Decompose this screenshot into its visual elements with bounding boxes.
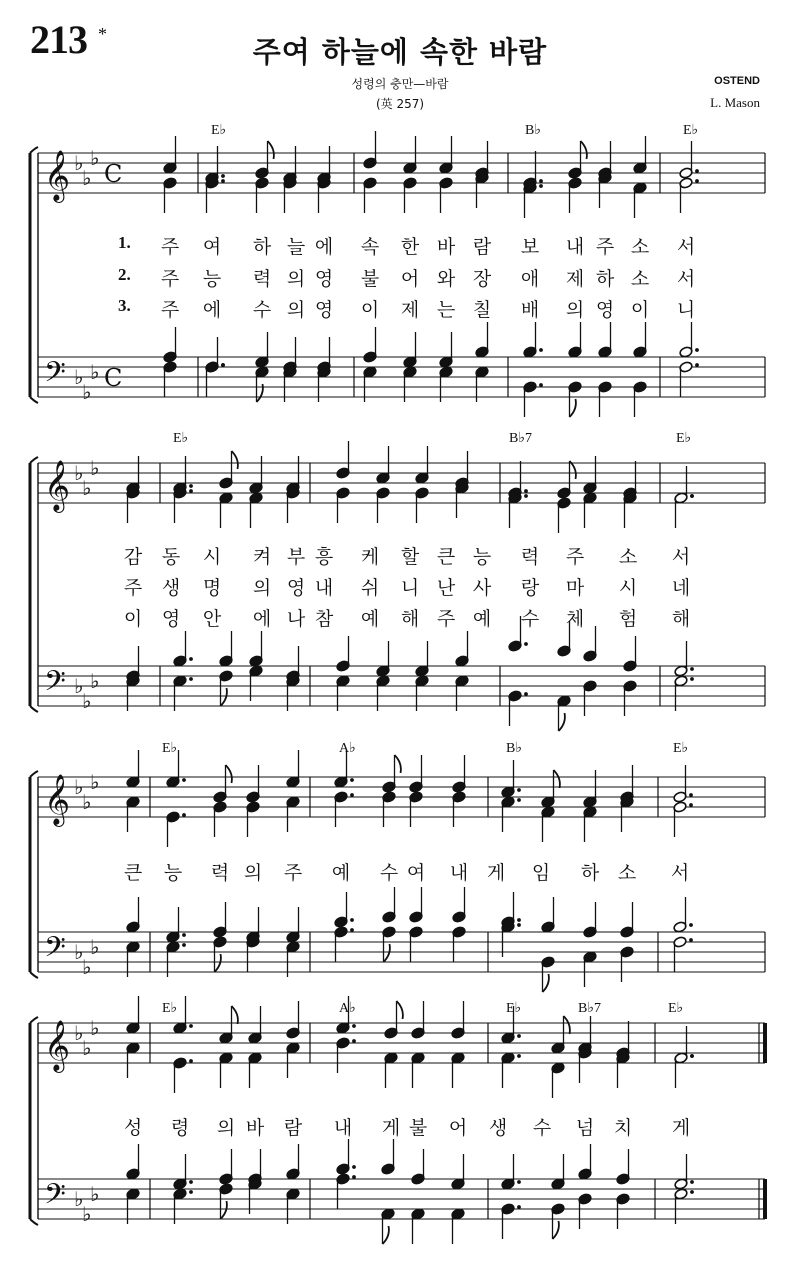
system-bracket <box>30 457 38 463</box>
lyric-syllable: 능 <box>472 546 492 568</box>
lyric-syllable: 주 <box>160 236 180 258</box>
bass-clef-icon: 𝄢 <box>44 1178 66 1218</box>
dot <box>695 363 699 367</box>
flat-icon: ♭ <box>82 689 92 713</box>
lyric-syllable: 서 <box>676 236 696 258</box>
system-bracket <box>30 706 38 712</box>
eighth-flag <box>226 765 232 783</box>
lyric-syllable: 제 <box>565 268 585 290</box>
hymn-number: 213 <box>30 17 87 62</box>
lyric-syllable: 력 <box>210 862 230 884</box>
chord-symbol: A♭ <box>339 741 356 756</box>
lyric-syllable: 예 <box>331 862 351 884</box>
eighth-flag <box>581 141 587 159</box>
chord-symbol: E♭ <box>676 431 692 446</box>
dot <box>189 1180 193 1184</box>
dot <box>221 179 225 183</box>
lyric-syllable: 령 <box>170 1117 190 1139</box>
lyric-syllable: 주 <box>123 577 143 599</box>
treble-clef-icon: 𝄞 <box>44 460 71 511</box>
lyric-syllable: 서 <box>670 862 690 884</box>
lyric-syllable: 하 <box>252 236 272 258</box>
lyric-syllable: 바 <box>436 236 456 258</box>
common-time-icon: C <box>104 364 123 392</box>
lyric-syllable: 큰 <box>436 546 456 568</box>
lyric-syllable: 성 <box>123 1117 143 1139</box>
lyric-syllable: 제 <box>400 299 420 321</box>
lyric-syllable: 해 <box>671 608 691 630</box>
chord-symbol: B♭ <box>506 741 522 756</box>
dot <box>189 677 193 681</box>
dot <box>352 1039 356 1043</box>
lyric-syllable: 이 <box>360 299 380 321</box>
eighth-flag <box>395 755 401 773</box>
verse-number: 1. <box>118 233 131 252</box>
lyric-syllable: 의 <box>286 268 306 290</box>
dot <box>689 793 693 797</box>
dot <box>524 494 528 498</box>
flat-icon: ♭ <box>90 1016 100 1040</box>
chord-symbol: E♭ <box>162 741 178 756</box>
treble-clef-icon: 𝄞 <box>44 150 71 201</box>
dot <box>695 348 699 352</box>
dot <box>690 494 694 498</box>
lyric-syllable: 이 <box>123 608 143 630</box>
lyric-syllable: 늘 <box>286 236 306 258</box>
lyric-syllable: 어 <box>448 1117 468 1139</box>
dot <box>182 778 186 782</box>
lyric-syllable: 한 <box>400 236 420 258</box>
lyric-syllable: 수 <box>379 862 399 884</box>
flat-icon: ♭ <box>74 151 84 175</box>
lyric-syllable: 내 <box>565 236 585 258</box>
eighth-flag <box>268 141 274 159</box>
flat-icon: ♭ <box>74 1187 84 1211</box>
eighth-flag <box>543 974 549 992</box>
chord-symbol: A♭ <box>339 1001 356 1016</box>
lyric-syllable: 게 <box>486 862 506 884</box>
lyric-syllable: 불 <box>360 268 380 290</box>
system-bracket <box>30 1017 38 1023</box>
dot <box>189 657 193 661</box>
lyric-syllable: 에 <box>202 299 222 321</box>
lyric-syllable: 안 <box>202 608 222 630</box>
lyric-syllable: 에 <box>314 236 334 258</box>
flat-icon: ♭ <box>74 1021 84 1045</box>
treble-clef-icon: 𝄞 <box>44 1020 71 1071</box>
flat-icon: ♭ <box>74 940 84 964</box>
chord-symbol: E♭ <box>506 1001 522 1016</box>
flat-icon: ♭ <box>82 790 92 814</box>
lyric-syllable: 속 <box>360 236 380 258</box>
lyric-syllable: 와 <box>436 268 456 290</box>
lyric-syllable: 소 <box>618 546 638 568</box>
lyric-syllable: 불 <box>408 1117 428 1139</box>
lyric-syllable: 람 <box>283 1117 303 1139</box>
lyric-syllable: 사 <box>472 577 492 599</box>
eighth-flag <box>570 399 576 417</box>
lyric-syllable: 수 <box>252 299 272 321</box>
lyric-syllable: 게 <box>381 1117 401 1139</box>
lyric-syllable: 명 <box>202 577 222 599</box>
dot <box>689 938 693 942</box>
dot <box>539 179 543 183</box>
lyric-syllable: 내 <box>333 1117 353 1139</box>
dot <box>221 174 225 178</box>
dot <box>517 1054 521 1058</box>
lyric-syllable: 소 <box>630 268 650 290</box>
chord-symbol: E♭ <box>683 123 699 138</box>
composer-name: L. Mason <box>710 95 760 110</box>
lyric-syllable: 할 <box>400 546 420 568</box>
lyric-syllable: 내 <box>449 862 469 884</box>
lyric-syllable: 예 <box>360 608 380 630</box>
lyric-syllable: 임 <box>531 862 551 884</box>
dot <box>539 348 543 352</box>
lyric-syllable: 난 <box>436 577 456 599</box>
lyric-syllable: 체 <box>565 608 585 630</box>
chord-symbol: E♭ <box>673 741 689 756</box>
eighth-flag <box>232 1006 238 1024</box>
chord-symbol: E♭ <box>173 431 189 446</box>
dot <box>524 642 528 646</box>
lyric-syllable: 여 <box>202 236 222 258</box>
dot <box>690 677 694 681</box>
dot <box>695 179 699 183</box>
flat-icon: ♭ <box>90 669 100 693</box>
lyric-syllable: 의 <box>565 299 585 321</box>
lyric-syllable: 는 <box>436 299 456 321</box>
flat-icon: ♭ <box>74 461 84 485</box>
lyric-syllable: 생 <box>488 1117 508 1139</box>
dot <box>695 169 699 173</box>
verse-number: 2. <box>118 265 131 284</box>
eighth-flag <box>384 944 390 962</box>
lyric-syllable: 주 <box>595 236 615 258</box>
eighth-flag <box>553 1221 559 1239</box>
lyric-syllable: 장 <box>472 268 492 290</box>
dot <box>689 803 693 807</box>
hymn-subtitle: 성령의 충만—바람 <box>351 77 449 91</box>
flat-icon: ♭ <box>74 365 84 389</box>
lyric-syllable: 내 <box>314 577 334 599</box>
chord-symbol: E♭ <box>211 123 227 138</box>
lyric-syllable: 주 <box>565 546 585 568</box>
lyric-syllable: 영 <box>314 299 334 321</box>
lyric-syllable: 켜 <box>252 546 272 568</box>
lyric-syllable: 능 <box>202 268 222 290</box>
dot <box>690 1054 694 1058</box>
lyric-syllable: 마 <box>565 577 585 599</box>
flat-icon: ♭ <box>82 1202 92 1226</box>
lyric-syllable: 쉬 <box>360 577 380 599</box>
flat-icon: ♭ <box>90 935 100 959</box>
tune-name: OSTEND <box>714 75 760 87</box>
lyric-syllable: 여 <box>406 862 426 884</box>
dot <box>517 1034 521 1038</box>
lyric-syllable: 니 <box>676 299 696 321</box>
lyric-syllable: 의 <box>243 862 263 884</box>
lyric-syllable: 큰 <box>123 862 143 884</box>
lyric-syllable: 해 <box>400 608 420 630</box>
lyric-syllable: 하 <box>580 862 600 884</box>
lyric-syllable: 동 <box>161 546 181 568</box>
system-bracket <box>30 1219 38 1225</box>
eighth-flag <box>570 461 576 479</box>
common-time-icon: C <box>104 160 123 188</box>
lyric-syllable: 게 <box>671 1117 691 1139</box>
lyric-syllable: 주 <box>160 299 180 321</box>
lyric-syllable: 영 <box>314 268 334 290</box>
dot <box>189 1190 193 1194</box>
lyric-syllable: 의 <box>286 299 306 321</box>
lyric-syllable: 치 <box>613 1117 633 1139</box>
lyric-syllable: 의 <box>216 1117 236 1139</box>
lyric-syllable: 배 <box>520 299 540 321</box>
flat-icon: ♭ <box>74 674 84 698</box>
lyric-syllable: 서 <box>671 546 691 568</box>
dot <box>517 1180 521 1184</box>
english-hymnal-reference: (英 257) <box>375 97 425 111</box>
dot <box>350 778 354 782</box>
lyric-syllable: 나 <box>286 608 306 630</box>
dot <box>182 933 186 937</box>
flat-icon: ♭ <box>82 380 92 404</box>
flat-icon: ♭ <box>74 775 84 799</box>
dot <box>517 923 521 927</box>
eighth-flag <box>554 770 560 788</box>
lyric-syllable: 케 <box>360 546 380 568</box>
lyric-syllable: 수 <box>520 608 540 630</box>
lyric-syllable: 어 <box>400 268 420 290</box>
dot <box>517 788 521 792</box>
dot <box>352 1175 356 1179</box>
lyric-syllable: 예 <box>472 608 492 630</box>
eighth-flag <box>564 1016 570 1034</box>
dot <box>517 918 521 922</box>
dot <box>517 1205 521 1209</box>
dot <box>524 489 528 493</box>
chord-symbol: E♭ <box>668 1001 684 1016</box>
dot <box>690 1190 694 1194</box>
dot <box>689 923 693 927</box>
eighth-flag <box>383 1226 389 1244</box>
system-bracket <box>30 147 38 153</box>
flat-icon: ♭ <box>90 360 100 384</box>
eighth-flag <box>221 1201 227 1219</box>
eighth-flag <box>559 713 565 731</box>
chord-symbol: B♭7 <box>578 1001 601 1016</box>
flat-icon: ♭ <box>90 1182 100 1206</box>
dot <box>189 1059 193 1063</box>
dot <box>350 793 354 797</box>
lyric-syllable: 이 <box>630 299 650 321</box>
lyric-syllable: 소 <box>630 236 650 258</box>
lyric-syllable: 주 <box>436 608 456 630</box>
dot <box>690 667 694 671</box>
flat-icon: ♭ <box>82 955 92 979</box>
lyric-syllable: 영 <box>595 299 615 321</box>
dot <box>189 489 193 493</box>
lyric-syllable: 부 <box>286 546 306 568</box>
dot <box>350 918 354 922</box>
dot <box>182 943 186 947</box>
system-bracket <box>30 972 38 978</box>
lyric-syllable: 주 <box>160 268 180 290</box>
lyric-syllable: 애 <box>520 268 540 290</box>
hymn-title: 주여 하늘에 속한 바람 <box>252 35 548 69</box>
eighth-flag <box>397 1001 403 1019</box>
lyric-syllable: 험 <box>618 608 638 630</box>
bass-clef-icon: 𝄢 <box>44 665 66 705</box>
lyric-syllable: 시 <box>202 546 222 568</box>
system-bracket <box>30 397 38 403</box>
eighth-flag <box>232 451 238 469</box>
lyric-syllable: 감 <box>123 546 143 568</box>
dot <box>189 484 193 488</box>
lyric-syllable: 넘 <box>575 1117 595 1139</box>
dot <box>517 798 521 802</box>
dot <box>182 813 186 817</box>
lyric-syllable: 영 <box>286 577 306 599</box>
lyric-syllable: 하 <box>595 268 615 290</box>
dot <box>524 692 528 696</box>
lyric-syllable: 니 <box>400 577 420 599</box>
lyric-syllable: 영 <box>161 608 181 630</box>
lyric-syllable: 칠 <box>472 299 492 321</box>
lyric-syllable: 소 <box>617 862 637 884</box>
lyric-syllable: 흥 <box>314 546 334 568</box>
lyric-syllable: 능 <box>163 862 183 884</box>
eighth-flag <box>215 954 221 972</box>
lyric-syllable: 에 <box>252 608 272 630</box>
lyric-syllable: 참 <box>314 608 334 630</box>
dot <box>690 1180 694 1184</box>
hymn-number-asterisk: * <box>98 24 107 44</box>
flat-icon: ♭ <box>90 456 100 480</box>
chord-symbol: B♭7 <box>509 431 532 446</box>
lyric-syllable: 시 <box>618 577 638 599</box>
treble-clef-icon: 𝄞 <box>44 774 71 825</box>
dot <box>350 928 354 932</box>
dot <box>221 363 225 367</box>
dot <box>539 383 543 387</box>
dot <box>352 1165 356 1169</box>
dot <box>352 1024 356 1028</box>
chord-symbol: E♭ <box>162 1001 178 1016</box>
lyric-syllable: 력 <box>520 546 540 568</box>
lyric-syllable: 수 <box>532 1117 552 1139</box>
lyric-syllable: 의 <box>252 577 272 599</box>
lyric-syllable: 보 <box>520 236 540 258</box>
lyric-syllable: 바 <box>245 1117 265 1139</box>
bass-clef-icon: 𝄢 <box>44 931 66 971</box>
flat-icon: ♭ <box>90 146 100 170</box>
chord-symbol: B♭ <box>525 123 541 138</box>
verse-number: 3. <box>118 296 131 315</box>
lyric-syllable: 서 <box>676 268 696 290</box>
lyric-syllable: 력 <box>252 268 272 290</box>
flat-icon: ♭ <box>82 166 92 190</box>
lyric-syllable: 랑 <box>520 577 540 599</box>
lyric-syllable: 네 <box>671 577 691 599</box>
lyric-syllable: 주 <box>283 862 303 884</box>
dot <box>189 1024 193 1028</box>
lyric-syllable: 생 <box>161 577 181 599</box>
flat-icon: ♭ <box>82 1036 92 1060</box>
system-bracket <box>30 771 38 777</box>
eighth-flag <box>221 688 227 706</box>
dot <box>539 184 543 188</box>
lyric-syllable: 람 <box>472 236 492 258</box>
flat-icon: ♭ <box>82 476 92 500</box>
bass-clef-icon: 𝄢 <box>44 356 66 396</box>
flat-icon: ♭ <box>90 770 100 794</box>
